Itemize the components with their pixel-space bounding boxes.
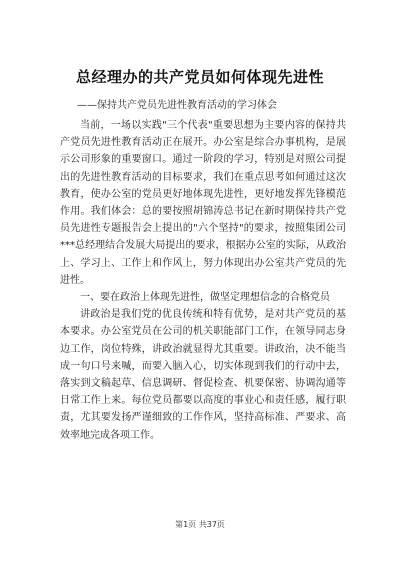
- paragraph-intro: 当前，一场以实践"三个代表"重要思想为主要内容的保持共产党员先进性教育活动正在展开。办公室是综合办事机构，是展示公司形象的重要窗口。通过一阶段的学习，特别是对照公司提出的先进性教育活动的目标要求，我们在重点思考如何通过这次教育，使办公室的党员更好地体现先进性，更好地发挥先锋模范作用。我们体会：总的要按照胡锦涛总书记在新时期保持共产党员先进性专题报告会上提出的"六个坚持"的要求，按照集团公司***总经理结合发展大局提出的要求，根据办公室的实际，从政治上、学习上、工作上和作风上，努力体现出办公室共产党员的先进性。: [60, 120, 346, 286]
- document-body: [60, 117, 346, 444]
- paragraph-section-1: 讲政治是我们党的优良传统和特有优势，是对共产党员的基本要求。办公室党员在公司的机关职能部门工作，在领导同志身边工作，岗位特殊，讲政治就显得尤其重要。讲政治，决不能当成一句口号来喊，而要入脑入心，切实体现到我们的行动中去，落实到文稿起草、信息调研、督促检查、机要保密、协调沟通等日常工作上来。每位党员都要以高度的事业心和责任感，履行职责，尤其要发扬严谨细致的工作作风，坚持高标准、严要求、高效率地完成各项工作。: [60, 309, 346, 441]
- document-subtitle: ——保持共产党员先进性教育活动的学习体会: [77, 100, 277, 111]
- page-number-footer: 第1页 共37页: [175, 520, 225, 529]
- document-title: 总经理办的共产党员如何体现先进性: [75, 68, 324, 86]
- section-heading-1: 一、要在政治上体现先进性，做坚定理想信念的合格党员: [80, 292, 330, 304]
